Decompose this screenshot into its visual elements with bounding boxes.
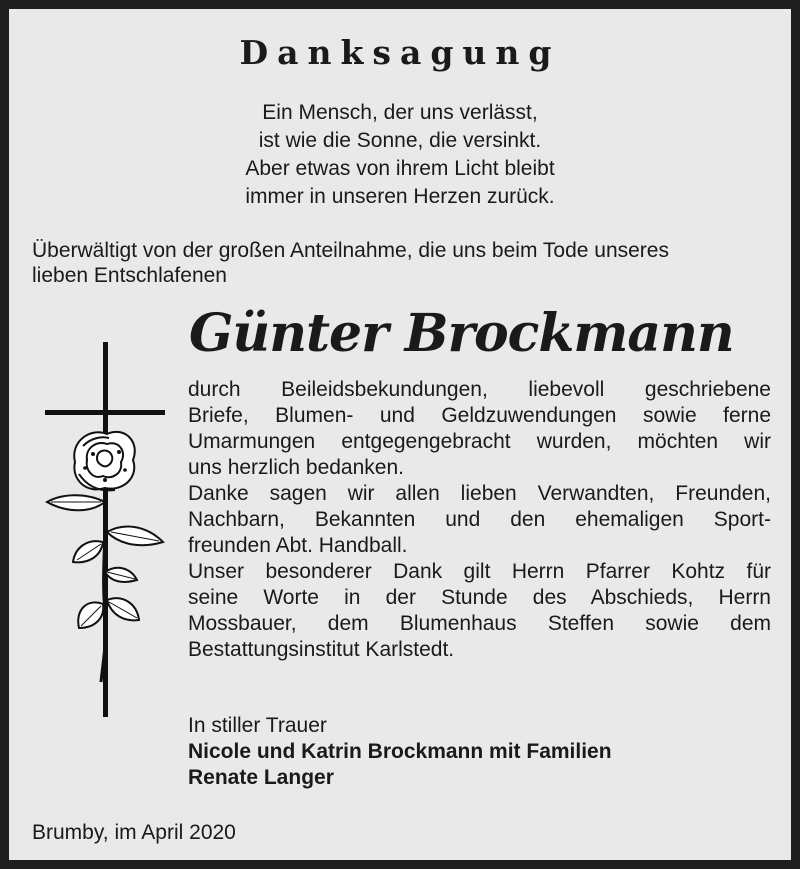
thanks-line: Briefe, Blumen- und Geldzuwendungen sowie ferne xyxy=(188,404,771,427)
thanks-line: Mossbauer, dem Blumenhaus Steffen sowie dem xyxy=(188,612,771,635)
poem-line: ist wie die Sonne, die versinkt. xyxy=(258,129,542,152)
thanks-line: uns herzlich bedanken. xyxy=(188,456,404,479)
mourning-intro: In stiller Trauer xyxy=(188,714,327,737)
intro-line: lieben Entschlafenen xyxy=(32,264,227,287)
poem-line: Aber etwas von ihrem Licht bleibt xyxy=(245,157,555,180)
place-date: Brumby, im April 2020 xyxy=(32,821,236,844)
deceased-name: Günter Brockmann xyxy=(189,303,734,364)
cross-with-rose-icon xyxy=(35,342,165,722)
thanks-line: Bestattungsinstitut Karlstedt. xyxy=(188,638,455,661)
thanks-line: Nachbarn, Bekannten und den ehemaligen Sport- xyxy=(188,508,771,531)
mourners xyxy=(188,713,771,791)
poem-line: immer in unseren Herzen zurück. xyxy=(245,185,555,208)
notice-title: Danksagung xyxy=(239,33,561,72)
thanks-line: Umarmungen entgegengebracht wurden, möchten wir xyxy=(188,430,771,453)
thanks-text xyxy=(188,377,771,663)
thanks-line: Danke sagen wir allen lieben Verwandten, Freunden, xyxy=(188,482,771,505)
thanks-line: freunden Abt. Handball. xyxy=(188,534,408,557)
poem xyxy=(9,99,791,211)
intro-text xyxy=(32,238,772,288)
mourner-name: Nicole und Katrin Brockmann mit Familien xyxy=(188,740,612,763)
intro-line: Überwältigt von der großen Anteilnahme, die uns beim Tode unseres xyxy=(32,239,669,262)
poem-line: Ein Mensch, der uns verlässt, xyxy=(262,101,538,124)
thanks-line: durch Beileidsbekundungen, liebevoll geschriebene xyxy=(188,378,771,401)
mourner-name: Renate Langer xyxy=(188,766,334,789)
thanks-line: Unser besonderer Dank gilt Herrn Pfarrer Kohtz für xyxy=(188,560,771,583)
thanks-line: seine Worte in der Stunde des Abschieds, Herrn xyxy=(188,586,771,609)
